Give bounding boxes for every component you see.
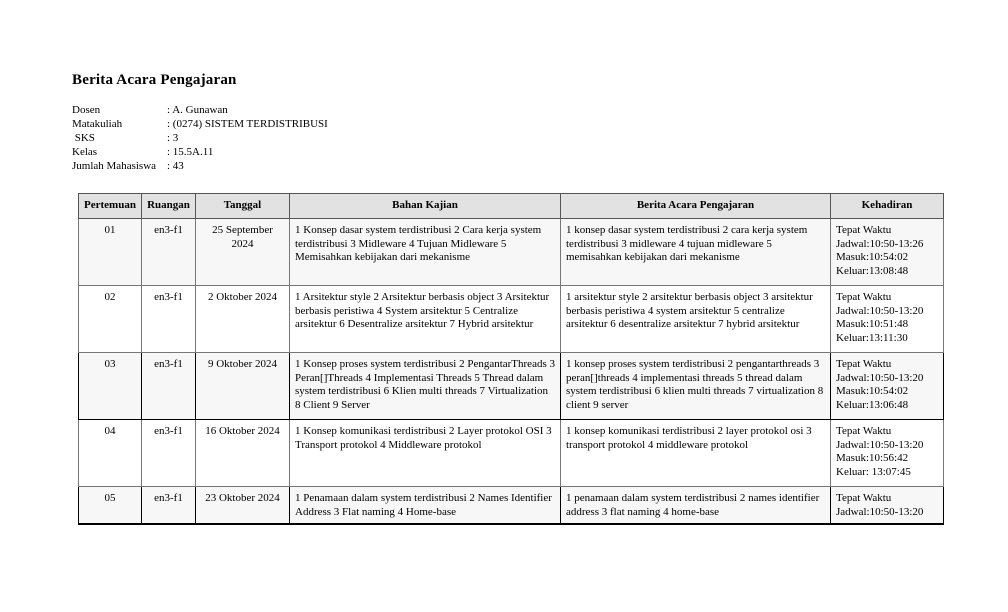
- attendance-in: Masuk:10:54:02: [836, 385, 909, 397]
- meta-label: Matakuliah: [72, 118, 123, 130]
- table-row: [79, 219, 944, 286]
- attendance-schedule: Jadwal:10:50-13:20: [836, 438, 924, 451]
- cell-kehadiran: [831, 286, 944, 353]
- meta-value: : A. Gunawan: [167, 104, 228, 116]
- cell-pertemuan: 01: [79, 219, 142, 286]
- table-row: [79, 353, 944, 420]
- cell-tanggal: 16 Oktober 2024: [196, 420, 290, 487]
- cell-pertemuan: 05: [79, 487, 142, 525]
- meta-value: : 3: [167, 132, 179, 144]
- meta-label: SKS: [72, 132, 95, 144]
- cell-ruangan: en3-f1: [142, 286, 196, 353]
- cell-bahan-kajian: 1 Arsitektur style 2 Arsitektur berbasis object 3 Arsitektur berbasis peristiwa 4 System arsitektur 5 Centralize arsitektur 6 Desentralize arsitektur 7 Hybrid arsitektur: [290, 286, 561, 353]
- attendance-out: Keluar: 13:07:45: [836, 465, 911, 478]
- cell-ruangan: en3-f1: [142, 420, 196, 487]
- cell-ruangan: en3-f1: [142, 219, 196, 286]
- table-row: [79, 286, 944, 353]
- attendance-schedule: Jadwal:10:50-13:20: [836, 304, 924, 317]
- cell-ruangan: en3-f1: [142, 487, 196, 525]
- attendance-out: Keluar:13:08:48: [836, 264, 909, 277]
- cell-ruangan: en3-f1: [142, 353, 196, 420]
- attendance-status: Tepat Waktu: [836, 492, 892, 504]
- attendance-in: Masuk:10:56:42: [836, 452, 909, 464]
- cell-berita-acara: 1 konsep komunikasi terdistribusi 2 layer protokol osi 3 transport protokol 4 middleware protokol: [561, 420, 831, 487]
- table-row: [79, 487, 944, 525]
- course-info: [72, 103, 328, 173]
- header-kehadiran: Kehadiran: [831, 194, 944, 219]
- cell-pertemuan: 04: [79, 420, 142, 487]
- table-row: [79, 420, 944, 487]
- meta-value: : 43: [167, 160, 184, 172]
- cell-pertemuan: 03: [79, 353, 142, 420]
- meta-label: Kelas: [72, 146, 98, 158]
- cell-berita-acara: 1 penamaan dalam system terdistribusi 2 names identifier address 3 flat naming 4 home-base: [561, 487, 831, 525]
- meta-label: Dosen: [72, 104, 101, 116]
- meta-label: Jumlah Mahasiswa: [72, 160, 157, 172]
- attendance-status: Tepat Waktu: [836, 291, 892, 303]
- cell-tanggal: 23 Oktober 2024: [196, 487, 290, 525]
- cell-berita-acara: 1 konsep dasar system terdistribusi 2 cara kerja system terdistribusi 3 midleware 4 tujuan midleware 5 memisahkan kebijakan dari mekanisme: [561, 219, 831, 286]
- attendance-status: Tepat Waktu: [836, 224, 892, 236]
- attendance-status: Tepat Waktu: [836, 358, 892, 370]
- meta-row-dosen: [72, 103, 328, 117]
- meta-row-matakuliah: [72, 117, 328, 131]
- cell-kehadiran: [831, 420, 944, 487]
- meta-value: : (0274) SISTEM TERDISTRIBUSI: [167, 118, 328, 130]
- attendance-schedule: Jadwal:10:50-13:26: [836, 237, 924, 250]
- page-title: Berita Acara Pengajaran: [72, 72, 237, 88]
- meta-value: : 15.5A.11: [167, 146, 214, 158]
- cell-kehadiran: [831, 219, 944, 286]
- cell-kehadiran: [831, 353, 944, 420]
- cell-berita-acara: 1 arsitektur style 2 arsitektur berbasis object 3 arsitektur berbasis peristiwa 4 system arsitektur 5 centralize arsitektur 6 desentralize arsitektur 7 hybrid arsitektur: [561, 286, 831, 353]
- attendance-out: Keluar:13:11:30: [836, 331, 908, 344]
- header-pertemuan: Pertemuan: [79, 194, 142, 219]
- attendance-out: Keluar:13:06:48: [836, 398, 909, 411]
- attendance-status: Tepat Waktu: [836, 425, 892, 437]
- teaching-report-table: [78, 193, 944, 525]
- attendance-in: Masuk:10:51:48: [836, 318, 909, 330]
- cell-bahan-kajian: 1 Konsep proses system terdistribusi 2 PengantarThreads 3 Peran[]Threads 4 Implementasi Threads 5 Thread dalam system terdistribusi 6 Klien multi threads 7 Virtualization 8 Client 9 Server: [290, 353, 561, 420]
- cell-berita-acara: 1 konsep proses system terdistribusi 2 pengantarthreads 3 peran[]threads 4 implementasi threads 5 thread dalam system terdistribusi 6 klien multi threads 7 virtualization 8 client 9 server: [561, 353, 831, 420]
- cell-bahan-kajian: 1 Konsep komunikasi terdistribusi 2 Layer protokol OSI 3 Transport protokol 4 Middleware protokol: [290, 420, 561, 487]
- table-header-row: [79, 194, 944, 219]
- attendance-schedule: Jadwal:10:50-13:20: [836, 371, 924, 384]
- header-ruangan: Ruangan: [142, 194, 196, 219]
- cell-kehadiran: [831, 487, 944, 525]
- cell-bahan-kajian: 1 Konsep dasar system terdistribusi 2 Cara kerja system terdistribusi 3 Midleware 4 Tujuan Midleware 5 Memisahkan kebijakan dari mekanisme: [290, 219, 561, 286]
- meta-row-kelas: [72, 145, 328, 159]
- meta-row-sks: [72, 131, 328, 145]
- attendance-in: Masuk:10:54:02: [836, 251, 909, 263]
- cell-tanggal: 2 Oktober 2024: [196, 286, 290, 353]
- attendance-schedule: Jadwal:10:50-13:20: [836, 505, 924, 518]
- cell-tanggal: 9 Oktober 2024: [196, 353, 290, 420]
- cell-bahan-kajian: 1 Penamaan dalam system terdistribusi 2 Names Identifier Address 3 Flat naming 4 Home-base: [290, 487, 561, 525]
- cell-tanggal: 25 September 2024: [196, 219, 290, 286]
- header-tanggal: Tanggal: [196, 194, 290, 219]
- meta-row-jumlah-mahasiswa: [72, 159, 328, 173]
- header-berita-acara: Berita Acara Pengajaran: [561, 194, 831, 219]
- cell-pertemuan: 02: [79, 286, 142, 353]
- header-bahan-kajian: Bahan Kajian: [290, 194, 561, 219]
